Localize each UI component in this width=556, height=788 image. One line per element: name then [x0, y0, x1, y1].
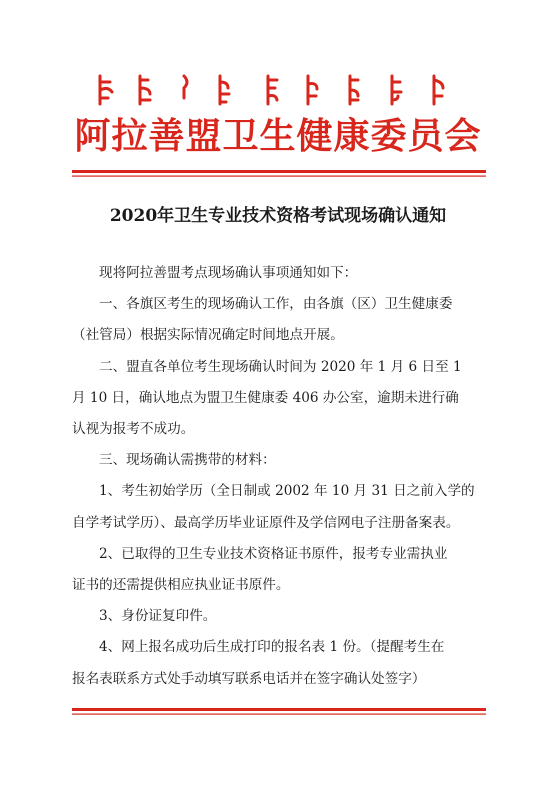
- body-line: 自学考试学历）、最高学历毕业证原件及学信网电子注册备案表。: [72, 514, 460, 531]
- body-line: （社管局）根据实际情况确定时间地点开展。: [72, 327, 344, 344]
- body-line: 三、现场确认需携带的材料：: [99, 452, 276, 469]
- body-line: 报名表联系方式处手动填写联系电话并在签字确认处签字）: [72, 670, 426, 687]
- body-line: 认视为报考不成功。: [72, 421, 195, 438]
- body-line: 现将阿拉善盟考点现场确认事项通知如下：: [99, 265, 358, 281]
- header-divider-red-double-line: [72, 170, 486, 178]
- mongolian-word-2: [140, 76, 150, 104]
- body-line: 月 10 日，确认地点为盟卫生健康委 406 办公室，逾期未进行确: [72, 389, 459, 406]
- mongolian-word-8: [392, 76, 401, 104]
- body-line: 2、已取得的卫生专业技术资格证书原件，报考专业需执业: [99, 545, 448, 562]
- body-line: 1、考生初始学历（全日制或 2002 年 10 月 31 日之前入学的: [99, 483, 475, 500]
- footer-divider-red-double-line: [72, 708, 486, 716]
- body-line: 4、网上报名成功后生成打印的报名表 1 份。（提醒考生在: [99, 639, 445, 656]
- document-body: [72, 258, 490, 695]
- mongolian-word-5: [268, 76, 277, 104]
- body-line: 一、各旗区考生的现场确认工作，由各旗（区）卫生健康委: [99, 296, 453, 313]
- body-line: 二、盟直各单位考生现场确认时间为 2020 年 1 月 6 日至 1: [99, 358, 462, 375]
- body-line: 3、身份证复印件。: [99, 608, 217, 625]
- mongolian-word-9: [434, 76, 443, 104]
- mongolian-script-header: [92, 70, 472, 108]
- document-title: 2020年卫生专业技术资格考试现场确认通知: [109, 206, 447, 226]
- mongolian-word-3: [184, 76, 187, 98]
- mongolian-word-6: [308, 76, 317, 104]
- mongolian-word-1: [100, 76, 112, 104]
- issuing-organization-name: 阿拉善盟卫生健康委员会: [74, 115, 482, 157]
- mongolian-word-7: [350, 76, 358, 104]
- mongolian-word-4: [220, 76, 229, 104]
- body-line: 证书的还需提供相应执业证书原件。: [72, 577, 290, 594]
